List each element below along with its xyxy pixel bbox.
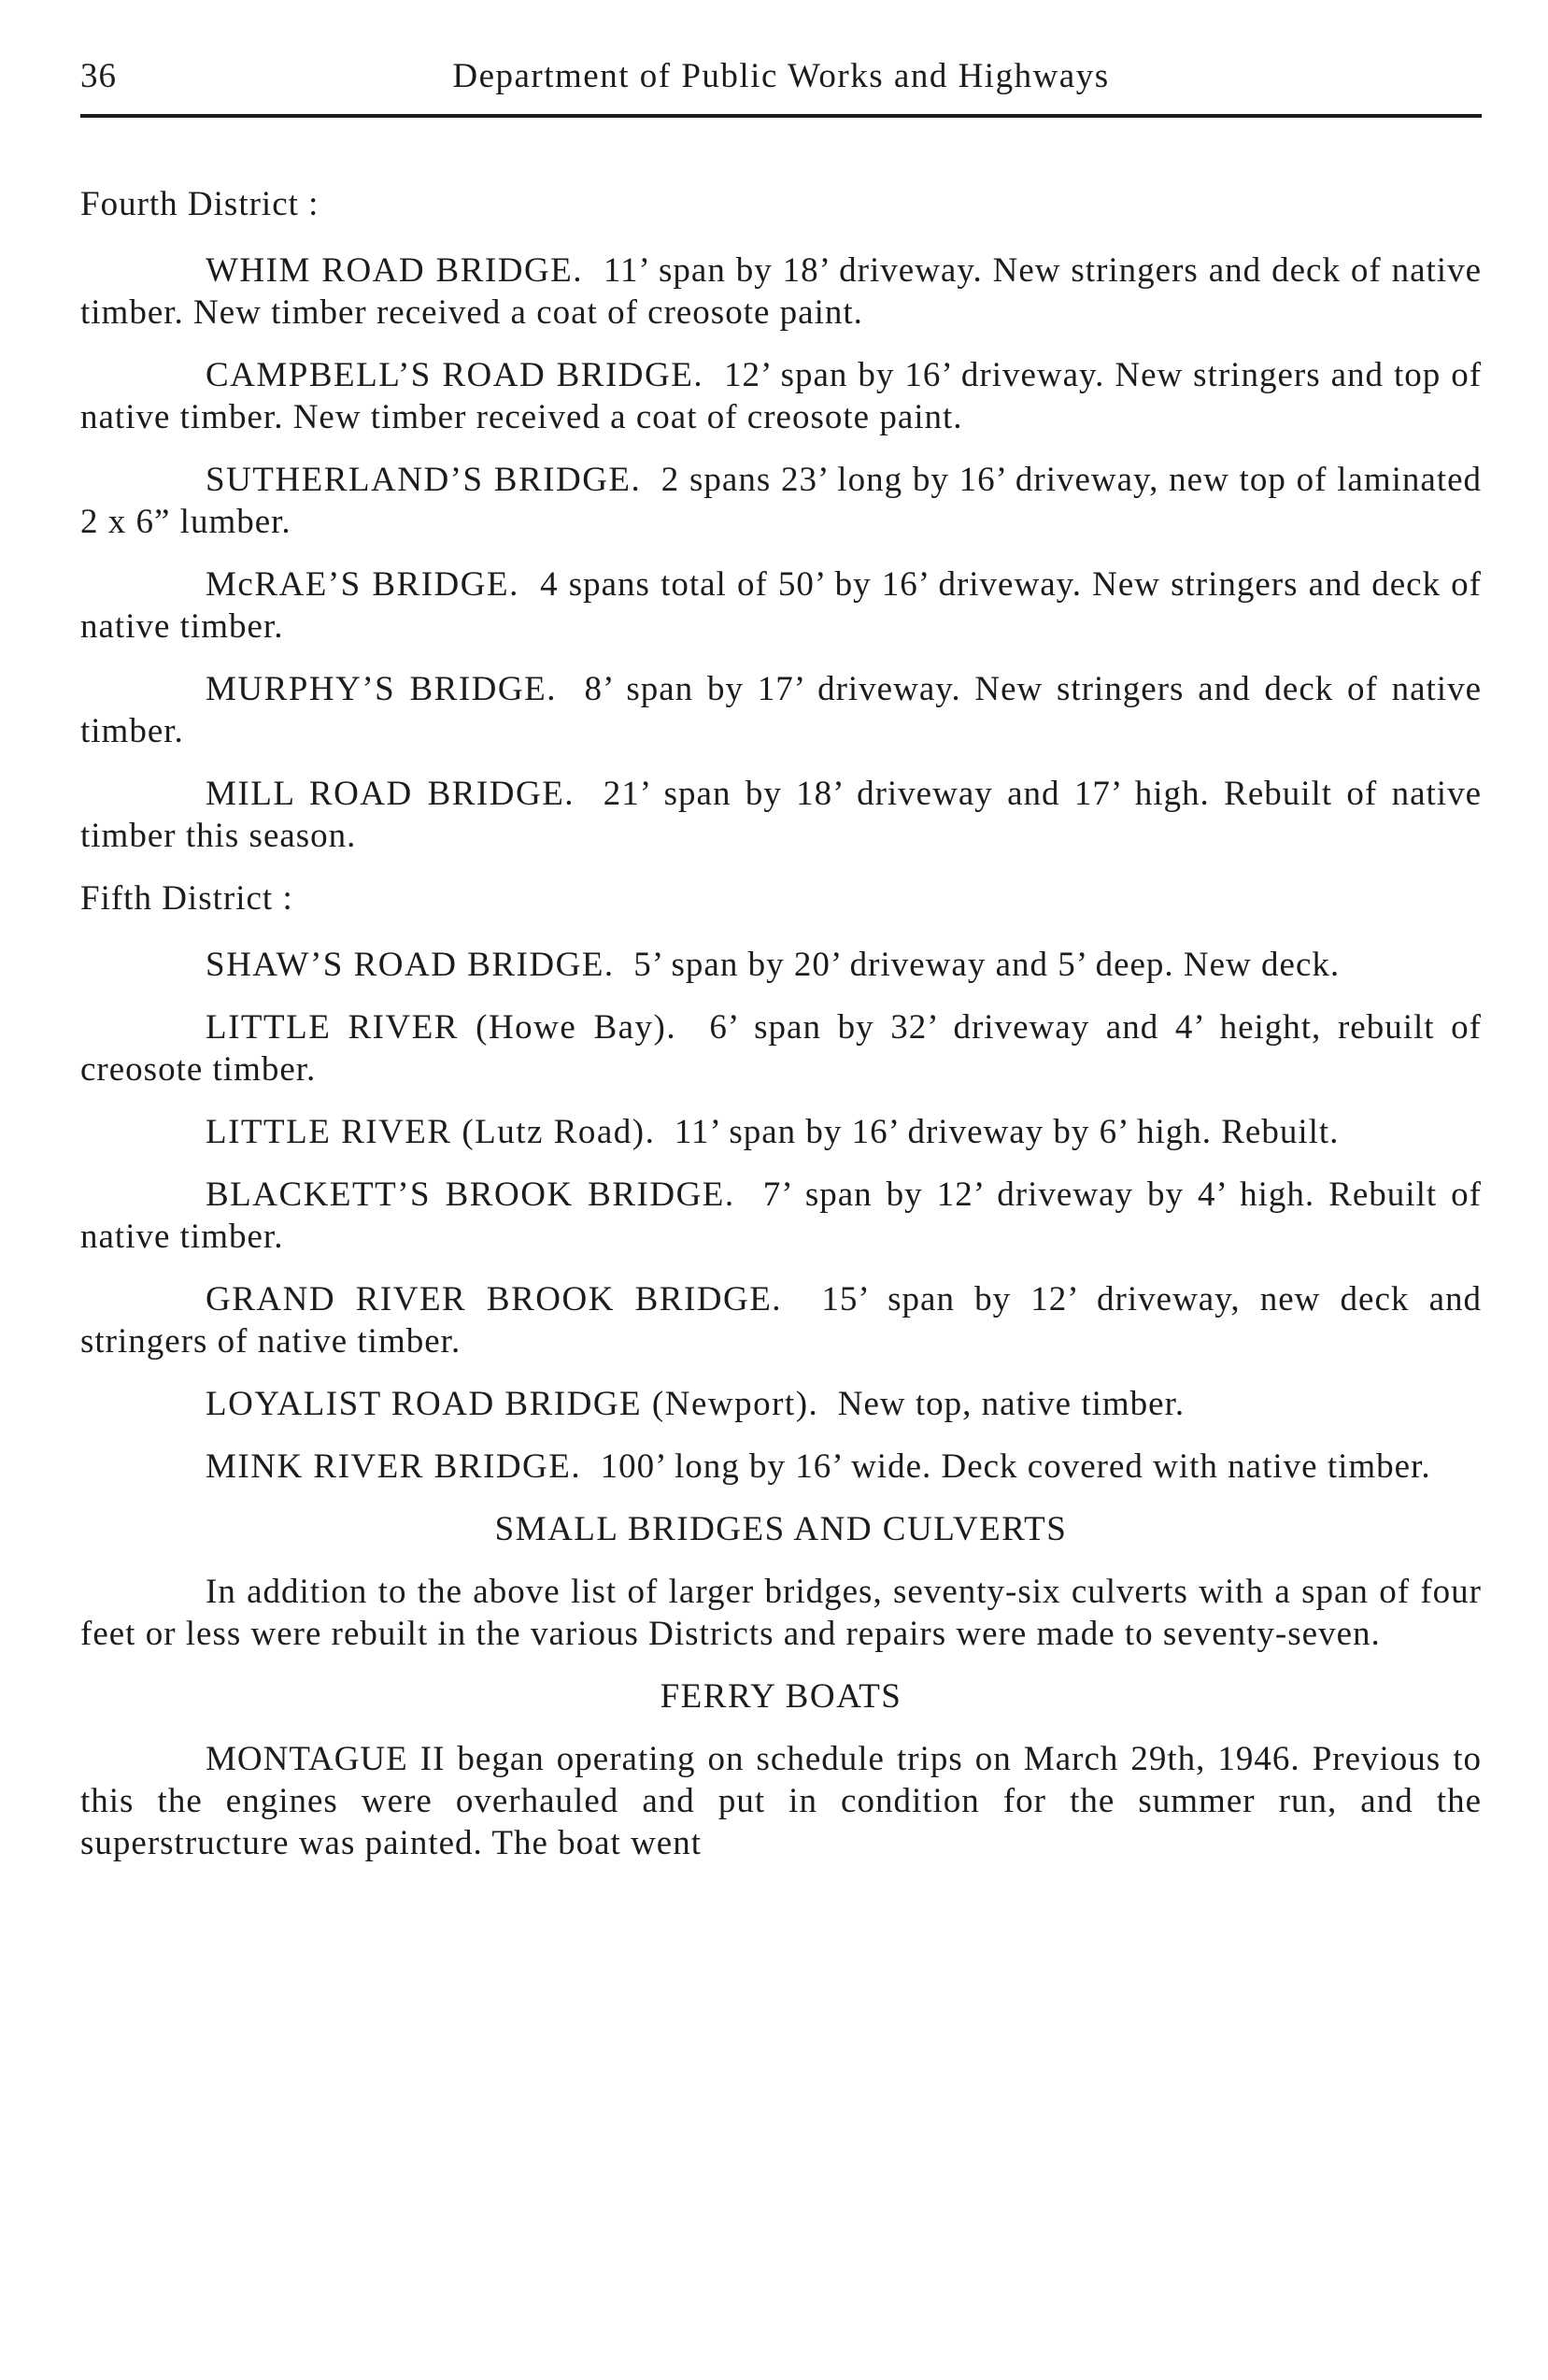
bridge-description: 2 spans 23’ long by 16’ driveway, new top of laminated 2 x 6” lumber. bbox=[80, 461, 1483, 541]
small-bridges-paragraph: In addition to the above list of larger bridges, seventy-six culverts with a span of four feet or less were rebuilt in the various Districts and repairs were made to seventy-seven. bbox=[80, 1573, 1482, 1653]
bridge-name: LOYALIST ROAD BRIDGE (Newport). bbox=[206, 1385, 819, 1423]
header-rule bbox=[80, 114, 1482, 118]
bridge-description: 8’ span by 17’ driveway. New stringers and deck of native timber. bbox=[80, 670, 1483, 750]
section-heading-ferry-boats: FERRY BOATS bbox=[660, 1677, 902, 1716]
bridge-name: LITTLE RIVER (Howe Bay). bbox=[206, 1008, 677, 1047]
bridge-name: LITTLE RIVER (Lutz Road). bbox=[206, 1113, 656, 1151]
bridge-entry bbox=[80, 1174, 1482, 1258]
bridge-entry bbox=[80, 1278, 1482, 1362]
bridge-description: 11’ span by 16’ driveway by 6’ high. Rebuilt. bbox=[674, 1113, 1340, 1151]
bridge-description: 21’ span by 18’ driveway and 17’ high. Rebuilt of native timber this season. bbox=[80, 775, 1482, 855]
district-heading-fourth: Fourth District : bbox=[80, 185, 320, 223]
bridge-entry bbox=[80, 1006, 1482, 1090]
section-heading-small-bridges: SMALL BRIDGES AND CULVERTS bbox=[494, 1510, 1068, 1548]
bridge-description: 4 spans total of 50’ by 16’ driveway. New stringers and deck of native timber. bbox=[80, 565, 1482, 646]
district-heading-fifth: Fifth District : bbox=[80, 879, 293, 918]
bridge-description: New top, native timber. bbox=[837, 1385, 1186, 1423]
bridge-name: MINK RIVER BRIDGE. bbox=[206, 1447, 582, 1486]
page-header bbox=[80, 52, 1482, 101]
bridge-entry bbox=[80, 354, 1482, 438]
page-number: 36 bbox=[80, 57, 117, 95]
bridge-description: 6’ span by 32’ driveway and 4’ height, rebuilt of creosote timber. bbox=[80, 1008, 1482, 1089]
bridge-name: SHAW’S ROAD BRIDGE. bbox=[206, 946, 615, 984]
bridge-description: 7’ span by 12’ driveway by 4’ high. Rebuilt of native timber. bbox=[80, 1176, 1482, 1256]
bridge-name: MURPHY’S BRIDGE. bbox=[206, 670, 557, 708]
bridge-description: 5’ span by 20’ driveway and 5’ deep. New deck. bbox=[633, 946, 1341, 984]
bridge-name: CAMPBELL’S ROAD BRIDGE. bbox=[206, 356, 704, 394]
bridge-name: WHIM ROAD BRIDGE. bbox=[206, 251, 584, 290]
bridge-entry bbox=[80, 249, 1482, 334]
bridge-entry bbox=[80, 1446, 1482, 1488]
document-page bbox=[80, 52, 1482, 1885]
bridge-name: GRAND RIVER BROOK BRIDGE. bbox=[206, 1280, 783, 1318]
bridge-entry bbox=[80, 459, 1482, 543]
running-title: Department of Public Works and Highways bbox=[452, 57, 1110, 95]
bridge-description: 15’ span by 12’ driveway, new deck and stringers of native timber. bbox=[80, 1280, 1482, 1361]
bridge-name: McRAE’S BRIDGE. bbox=[206, 565, 519, 604]
bridge-entry bbox=[80, 1111, 1482, 1153]
bridge-entry bbox=[80, 944, 1482, 986]
bridge-description: 12’ span by 16’ driveway. New stringers and top of native timber. New timber received a coat of creosote paint. bbox=[80, 356, 1483, 436]
bridge-entry bbox=[80, 1383, 1482, 1425]
ferry-boats-paragraph: MONTAGUE II began operating on schedule trips on March 29th, 1946. Previous to this the engines were overhauled and put in condition for the summer run, and the superstructure was painted. The boat went bbox=[80, 1740, 1482, 1862]
bridge-entry bbox=[80, 773, 1482, 857]
bridge-description: 100’ long by 16’ wide. Deck covered with native timber. bbox=[600, 1447, 1431, 1486]
bridge-name: BLACKETT’S BROOK BRIDGE. bbox=[206, 1176, 735, 1214]
bridge-entry bbox=[80, 563, 1482, 648]
page-body bbox=[80, 183, 1482, 1864]
bridge-entry bbox=[80, 668, 1482, 752]
bridge-description: 11’ span by 18’ driveway. New stringers and deck of native timber. New timber received a coat of creosote paint. bbox=[80, 251, 1483, 332]
bridge-name: MILL ROAD BRIDGE. bbox=[206, 775, 575, 813]
bridge-name: SUTHERLAND’S BRIDGE. bbox=[206, 461, 642, 499]
